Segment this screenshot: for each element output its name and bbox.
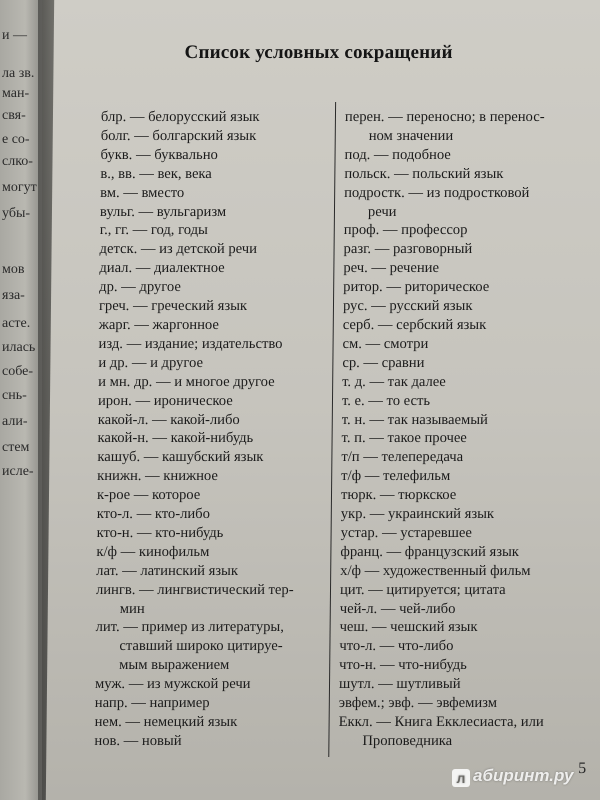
abbreviation-text: т/п — телепередача: [341, 449, 464, 466]
abbreviation-entry: [97, 486, 337, 505]
abbreviation-entry: [340, 562, 590, 581]
previous-page-text-fragment: ла зв.: [2, 66, 35, 81]
previous-page-text-fragment: убы-: [2, 206, 31, 221]
abbreviation-text: греч. — греческий язык: [98, 298, 248, 315]
abbreviation-text: рус. — русский язык: [342, 298, 473, 315]
abbreviation-entry: [94, 732, 334, 751]
abbreviation-text: блр. — белорусский язык: [100, 109, 260, 125]
abbreviation-entry: [342, 392, 592, 411]
abbreviation-entry: [101, 127, 341, 146]
abbreviation-entry: [97, 467, 337, 486]
abbreviation-entry: [343, 278, 593, 297]
abbreviation-text: укр. — украинский язык: [340, 506, 495, 523]
abbreviation-entry: [95, 713, 335, 732]
abbreviation-text: детск. — из детской речи: [99, 241, 258, 258]
abbreviation-entry: [98, 411, 338, 430]
abbreviation-entry: [98, 354, 338, 373]
abbreviation-text: нем. — немецкий язык: [94, 714, 238, 730]
abbreviation-entry: [97, 524, 337, 543]
abbreviation-text: ср. — сравни: [342, 354, 425, 371]
abbreviation-entry: [99, 240, 339, 259]
abbreviation-entry: [343, 240, 593, 259]
abbreviation-entry: [100, 146, 340, 165]
abbreviation-text: т. п. — такое прочее: [341, 430, 467, 447]
previous-page-text-fragment: илась: [2, 340, 36, 355]
abbreviation-text: букв. — буквально: [100, 146, 218, 163]
abbreviation-continuation: мин: [119, 600, 145, 617]
abbreviation-entry: [343, 316, 593, 335]
abbreviation-entry: [340, 600, 590, 619]
abbreviation-text: т/ф — телефильм: [341, 468, 451, 485]
previous-page-text-fragment: слко-: [2, 154, 33, 169]
abbreviation-entry: [95, 618, 336, 675]
previous-page-text-fragment: и —: [2, 28, 27, 43]
book-page: [46, 0, 600, 800]
abbreviation-text: г., гг. — год, годы: [99, 222, 208, 239]
abbreviation-entry: [99, 278, 339, 297]
abbreviation-text: подростк. — из подростковой: [344, 184, 530, 201]
abbreviation-text: шутл. — шутливый: [338, 676, 461, 693]
abbreviation-text: польск. — польский язык: [344, 165, 504, 182]
abbreviation-text: тюрк. — тюркское: [340, 487, 457, 504]
abbreviation-entry: [339, 656, 589, 675]
abbreviation-entry: [344, 184, 594, 222]
abbreviation-continuation: мым выражением: [119, 657, 230, 674]
abbreviation-continuation: ставший широко цитируе-: [119, 638, 283, 655]
abbreviation-text: лит. — пример из литературы,: [95, 619, 284, 636]
abbreviation-text: реч. — речение: [343, 260, 440, 277]
abbreviation-continuation: ном значении: [368, 127, 454, 144]
abbreviation-entry: [96, 581, 336, 619]
previous-page-text-fragment: али-: [2, 414, 28, 429]
abbreviation-text: что-н. — что-нибудь: [339, 657, 467, 674]
abbreviation-text: вм. — вместо: [100, 184, 185, 201]
abbreviation-entry: [99, 259, 339, 278]
abbreviation-text: перен. — переносно; в перенос-: [344, 109, 545, 125]
abbreviation-text: книжн. — книжное: [97, 468, 218, 485]
abbreviation-entry: [101, 108, 341, 127]
watermark-text: абиринт.ру: [473, 766, 574, 785]
abbreviation-entry: [342, 354, 592, 373]
abbreviation-entry: [342, 411, 592, 430]
abbreviation-text: серб. — сербский язык: [342, 316, 487, 333]
abbreviation-entry: [342, 373, 592, 392]
abbreviation-entry: [339, 675, 589, 694]
previous-page-text-fragment: стем: [2, 440, 30, 455]
abbreviation-entry: [95, 694, 335, 713]
abbreviation-entry: [99, 316, 339, 335]
abbreviation-entry: [340, 543, 590, 562]
abbreviation-text: изд. — издание; издательство: [98, 335, 283, 352]
abbreviation-text: см. — смотри: [342, 335, 429, 352]
abbreviation-entry: [100, 221, 340, 240]
previous-page-text-fragment: могут: [2, 180, 37, 195]
abbreviation-entry: [341, 429, 591, 448]
previous-page-edge: [0, 0, 42, 800]
abbreviation-continuation: Проповедника: [362, 732, 453, 749]
abbreviation-text: какой-л. — какой-либо: [97, 411, 240, 428]
abbreviation-text: разг. — разговорный: [343, 241, 473, 258]
abbreviation-column-left: [94, 108, 341, 751]
abbreviation-entry: [98, 373, 338, 392]
abbreviation-entry: [96, 543, 336, 562]
abbreviation-entry: [341, 467, 591, 486]
abbreviation-entry: [344, 165, 594, 184]
previous-page-text-fragment: мов: [2, 262, 25, 277]
abbreviation-entry: [97, 429, 337, 448]
abbreviation-text: т. д. — так далее: [342, 373, 446, 390]
abbreviation-text: муж. — из мужской речи: [94, 676, 251, 693]
abbreviation-entry: [338, 713, 588, 751]
abbreviation-entry: [100, 165, 340, 184]
previous-page-text-fragment: ман-: [2, 86, 30, 101]
abbreviation-entry: [341, 524, 591, 543]
labirint-watermark: [452, 766, 573, 787]
abbreviation-text: под. — подобное: [344, 146, 451, 163]
abbreviation-text: Еккл. — Книга Екклесиаста, или: [338, 714, 544, 730]
abbreviation-text: т. е. — то есть: [341, 392, 431, 409]
abbreviation-entry: [343, 297, 593, 316]
abbreviation-text: т. н. — так называемый: [341, 411, 488, 428]
abbreviation-text: х/ф — художественный фильм: [340, 562, 531, 579]
abbreviation-entry: [100, 203, 340, 222]
abbreviation-text: кашуб. — кашубский язык: [97, 449, 264, 466]
abbreviation-text: цит. — цитируется; цитата: [339, 581, 506, 598]
abbreviation-text: чей-л. — чей-либо: [339, 600, 456, 617]
page-title: Список условных сокращений: [184, 42, 453, 63]
abbreviation-text: напр. — например: [94, 695, 210, 712]
abbreviation-entry: [100, 184, 340, 203]
previous-page-text-fragment: е со-: [2, 132, 30, 147]
abbreviation-text: эвфем.; эвф. — эвфемизм: [338, 695, 498, 712]
abbreviation-entry: [341, 505, 591, 524]
abbreviation-entry: [345, 108, 595, 146]
abbreviation-text: кто-н. — кто-нибудь: [96, 524, 224, 541]
abbreviation-entry: [340, 618, 590, 637]
abbreviation-entry: [342, 335, 592, 354]
abbreviation-entry: [339, 637, 589, 656]
abbreviation-entry: [341, 448, 591, 467]
abbreviation-text: и мн. др. — и многое другое: [98, 373, 275, 390]
abbreviation-text: ритор. — риторическое: [343, 279, 490, 296]
abbreviation-text: ирон. — ироническое: [97, 392, 233, 409]
abbreviation-entry: [95, 675, 335, 694]
labirint-logo-icon: л: [452, 769, 470, 787]
abbreviation-text: к/ф — кинофильм: [96, 543, 210, 560]
abbreviation-text: какой-н. — какой-нибудь: [97, 430, 254, 447]
abbreviation-text: жарг. — жаргонное: [98, 316, 219, 333]
abbreviation-text: в., вв. — век, века: [100, 165, 212, 182]
previous-page-text-fragment: асте.: [2, 316, 31, 331]
abbreviation-text: диал. — диалектное: [99, 260, 225, 277]
abbreviation-entry: [341, 486, 591, 505]
abbreviation-text: др. — другое: [99, 279, 181, 296]
abbreviation-text: лингв. — лингвистический тер-: [95, 581, 294, 598]
abbreviation-column-right: [338, 108, 595, 751]
previous-page-text-fragment: свя-: [2, 108, 26, 123]
abbreviation-text: к-рое — которое: [96, 487, 201, 504]
abbreviation-entry: [96, 562, 336, 581]
abbreviation-entry: [340, 581, 590, 600]
abbreviation-entry: [99, 297, 339, 316]
abbreviation-entry: [344, 146, 594, 165]
abbreviation-text: и др. — и другое: [98, 354, 204, 371]
abbreviation-text: вульг. — вульгаризм: [99, 203, 227, 220]
abbreviation-text: что-л. — что-либо: [339, 638, 454, 655]
previous-page-text-fragment: собе-: [2, 364, 34, 379]
abbreviation-entry: [344, 221, 594, 240]
previous-page-text-fragment: исле-: [2, 464, 34, 479]
abbreviation-text: устар. — устаревшее: [340, 524, 473, 541]
abbreviation-entry: [98, 392, 338, 411]
abbreviation-text: чеш. — чешский язык: [339, 619, 478, 636]
page-number: 5: [578, 760, 587, 777]
abbreviation-entry: [97, 505, 337, 524]
abbreviation-continuation: речи: [367, 203, 397, 220]
abbreviation-text: болг. — болгарский язык: [100, 127, 257, 144]
abbreviation-text: кто-л. — кто-либо: [96, 506, 211, 523]
abbreviation-text: франц. — французский язык: [340, 543, 520, 560]
previous-page-text-fragment: снь-: [2, 388, 27, 403]
abbreviation-entry: [98, 335, 338, 354]
abbreviation-text: нов. — новый: [94, 732, 182, 749]
abbreviation-entry: [97, 448, 337, 467]
abbreviation-text: лат. — латинский язык: [96, 562, 239, 579]
abbreviation-text: проф. — профессор: [343, 222, 468, 239]
abbreviation-entry: [339, 694, 589, 713]
abbreviation-entry: [343, 259, 593, 278]
previous-page-text-fragment: яза-: [2, 288, 25, 303]
